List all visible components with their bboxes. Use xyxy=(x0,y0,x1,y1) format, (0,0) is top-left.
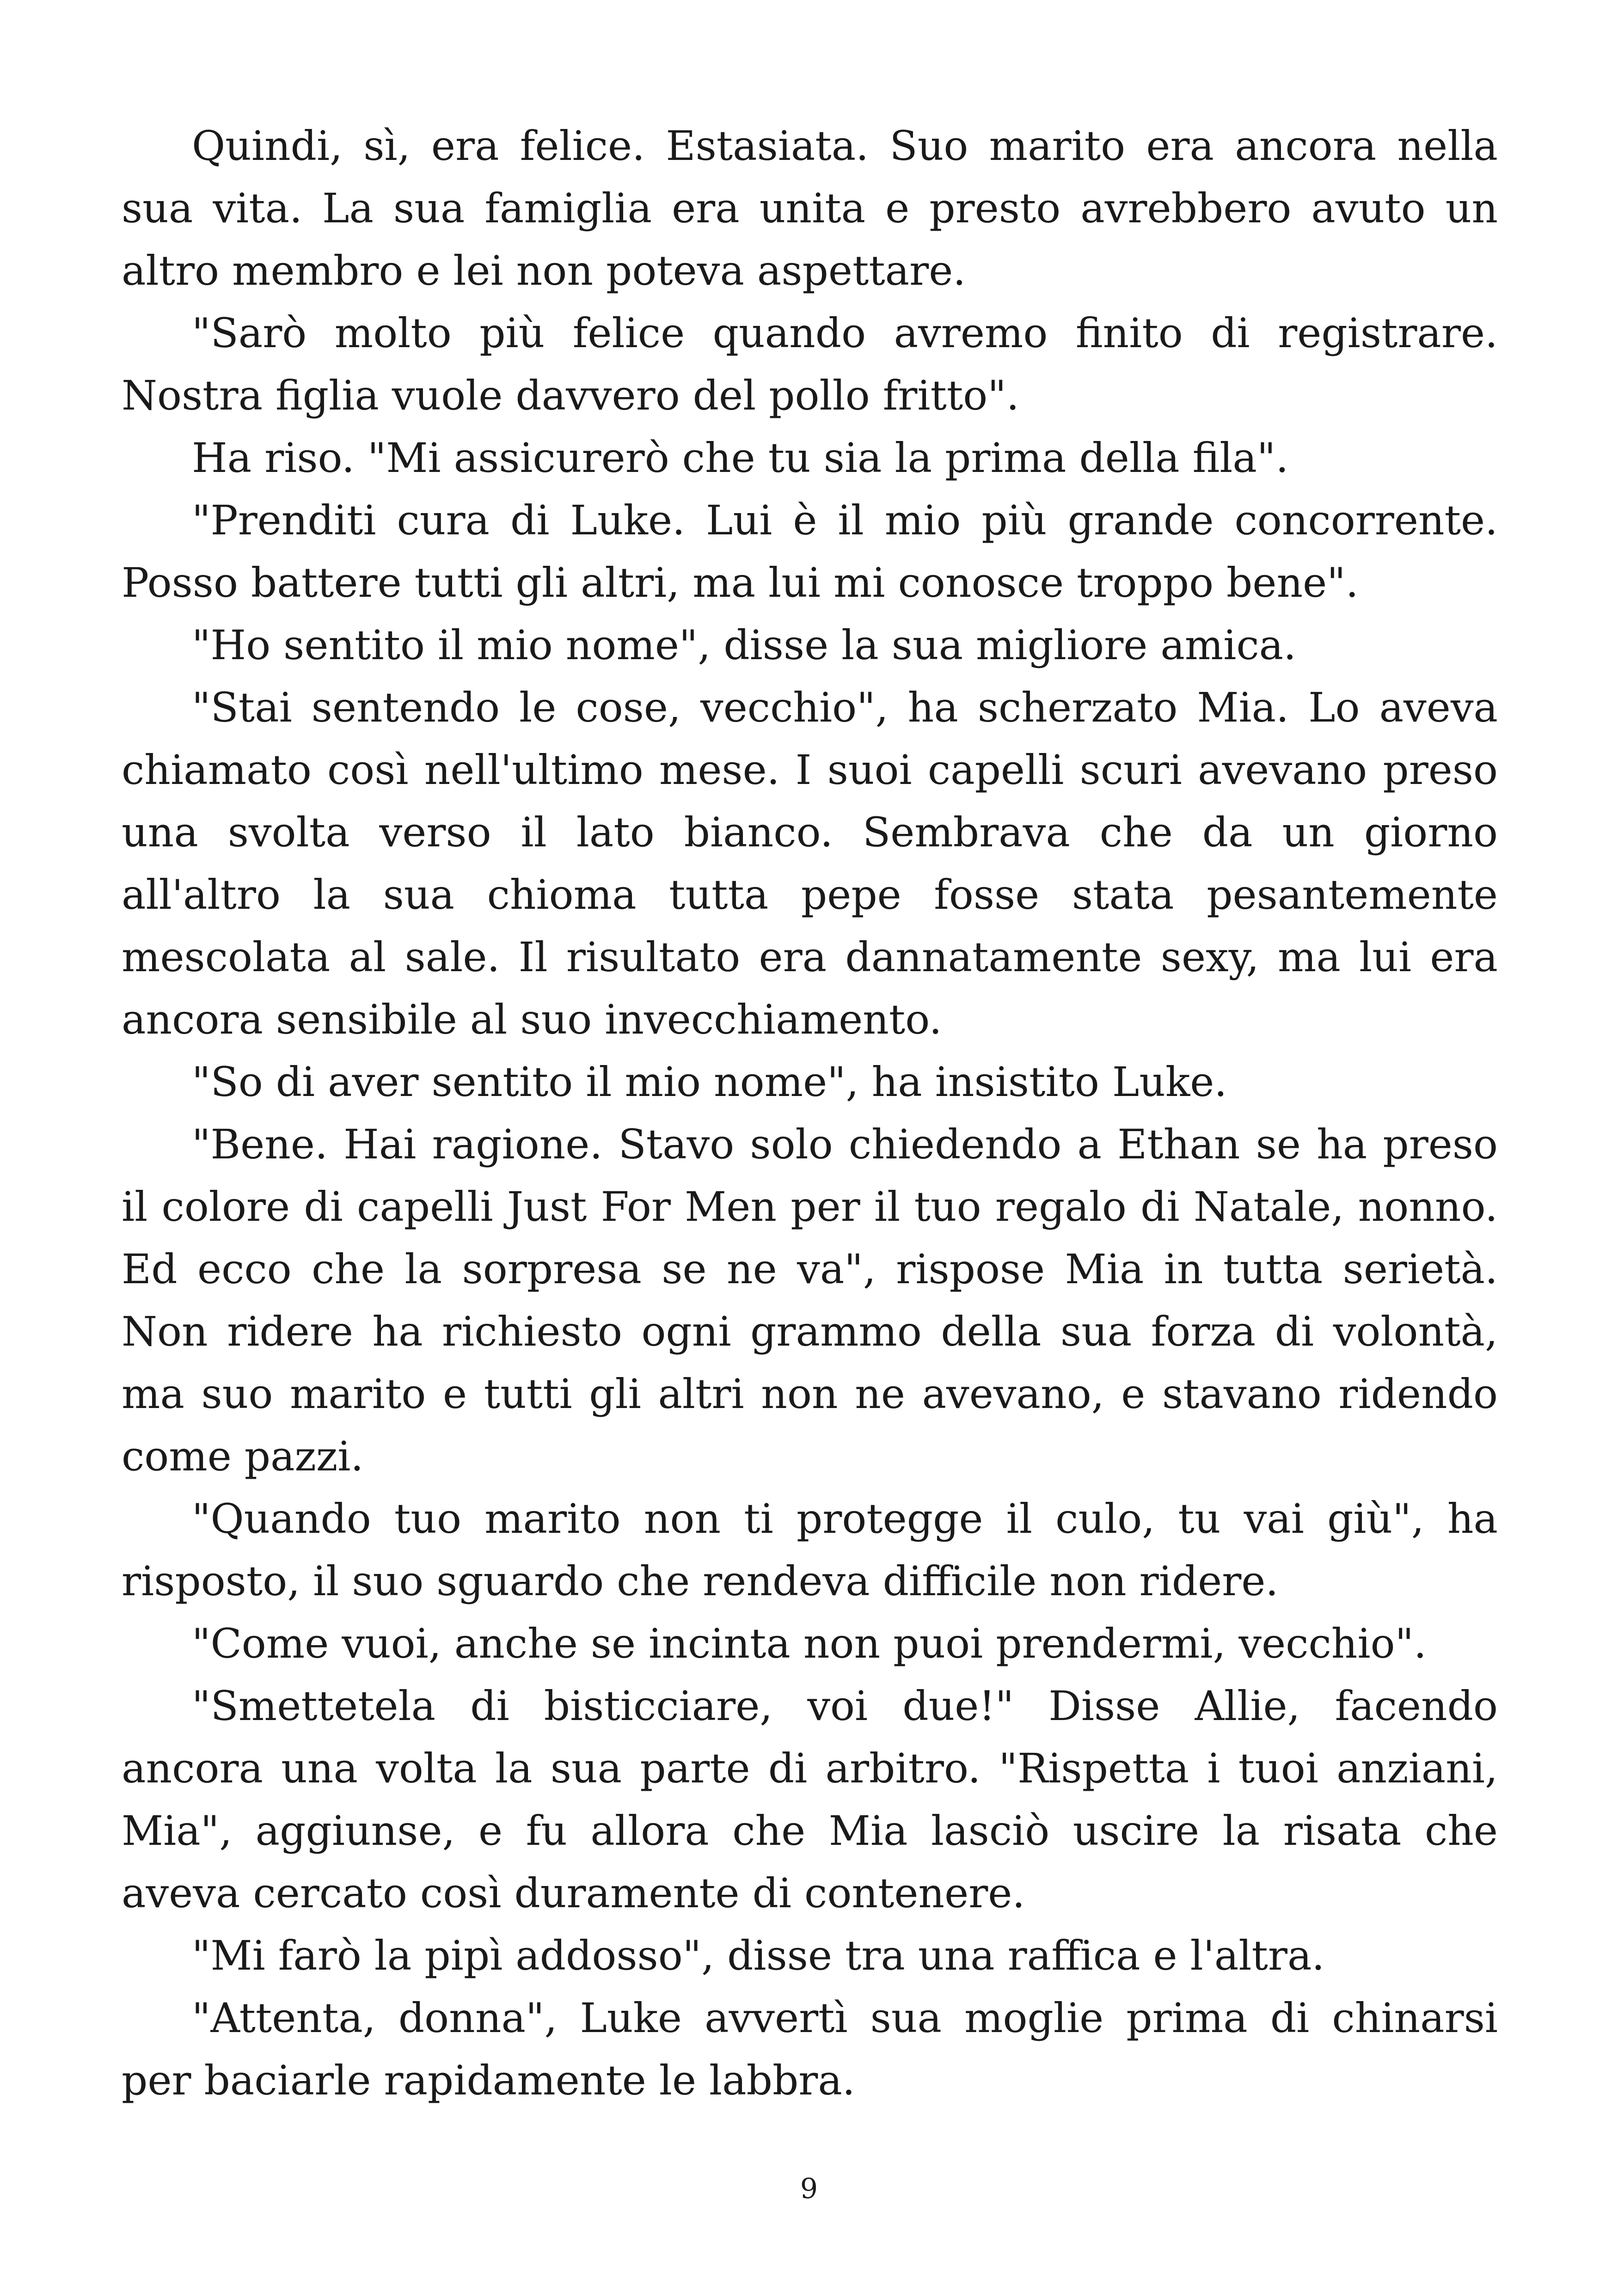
paragraph: "Mi farò la pipì addosso", disse tra una raffica e l'altra. xyxy=(192,1932,1325,1979)
paragraph: "Sarò molto più felice quando avremo finito di registrare. Nostra figlia vuole davvero del pollo fritto". xyxy=(122,309,1498,419)
paragraph: "Stai sentendo le cose, vecchio", ha scherzato Mia. Lo aveva chiamato così nell'ultimo mese. I suoi capelli scuri avevano preso una svolta verso il lato bianco. Sembrava che da un giorno all'altro la sua chioma tutta pepe fosse stata pesantemente mescolata al sale. Il risultato era dannatamente sexy, ma lui era ancora sensibile al suo invecchiamento. xyxy=(122,684,1498,1043)
body-text xyxy=(122,115,1498,2112)
paragraph: Quindi, sì, era felice. Estasiata. Suo marito era ancora nella sua vita. La sua famiglia era unita e presto avrebbero avuto un altro membro e lei non poteva aspettare. xyxy=(122,122,1498,294)
paragraph: Ha riso. "Mi assicurerò che tu sia la prima della fila". xyxy=(192,434,1289,482)
paragraph: "Bene. Hai ragione. Stavo solo chiedendo a Ethan se ha preso il colore di capelli Just For Men per il tuo regalo di Natale, nonno. Ed ecco che la sorpresa se ne va", rispose Mia in tutta serietà. Non ridere ha richiesto ogni grammo della sua forza di volontà, ma suo marito e tutti gli altri non ne avevano, e stavano ridendo come pazzi. xyxy=(122,1120,1498,1480)
page-number: 9 xyxy=(800,2173,818,2205)
paragraph: "Attenta, donna", Luke avvertì sua moglie prima di chinarsi per baciarle rapidamente le labbra. xyxy=(122,1994,1498,2104)
paragraph: "Quando tuo marito non ti protegge il culo, tu vai giù", ha risposto, il suo sguardo che rendeva difficile non ridere. xyxy=(122,1495,1498,1605)
paragraph: "Prenditi cura di Luke. Lui è il mio più grande concorrente. Posso battere tutti gli altri, ma lui mi conosce troppo bene". xyxy=(122,496,1498,606)
paragraph: "Ho sentito il mio nome", disse la sua migliore amica. xyxy=(192,621,1297,669)
paragraph: "Come vuoi, anche se incinta non puoi prendermi, vecchio". xyxy=(192,1620,1427,1667)
paragraph: "Smettetela di bisticciare, voi due!" Disse Allie, facendo ancora una volta la sua parte di arbitro. "Rispetta i tuoi anziani, Mia", aggiunse, e fu allora che Mia lasciò uscire la risata che aveva cercato così duramente di contenere. xyxy=(122,1682,1498,1917)
paragraph: "So di aver sentito il mio nome", ha insistito Luke. xyxy=(192,1058,1227,1106)
